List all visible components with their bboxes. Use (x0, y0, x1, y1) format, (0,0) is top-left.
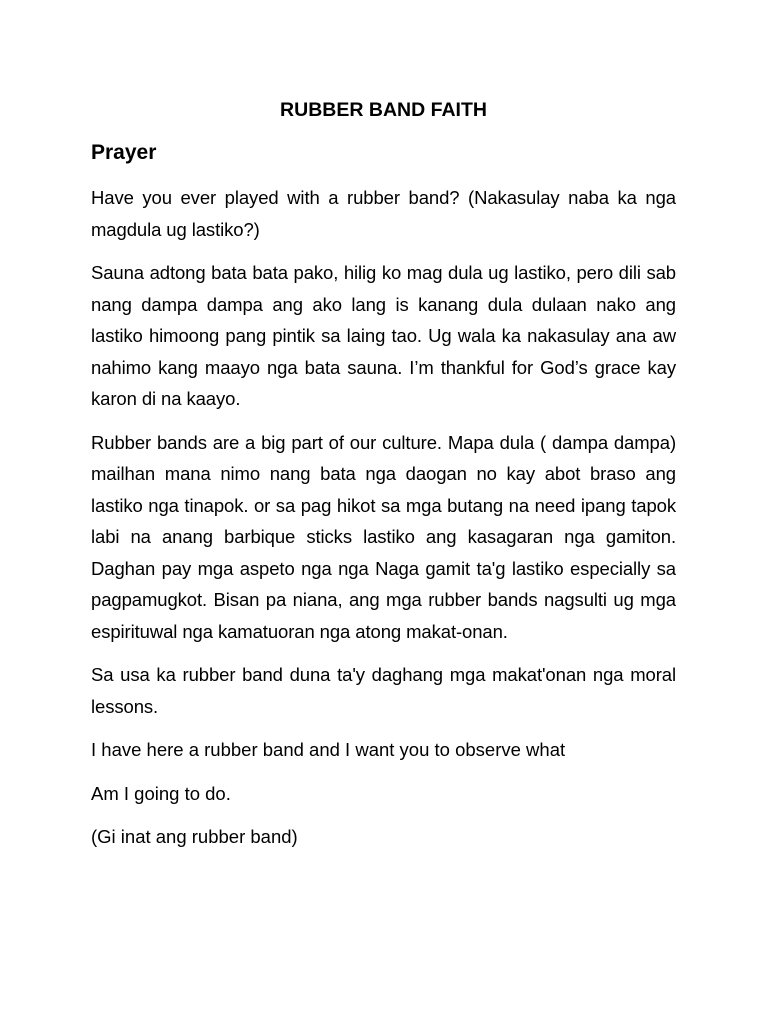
line-stage-direction: (Gi inat ang rubber band) (91, 826, 298, 847)
line-observe: I have here a rubber band and I want you to observe what (91, 739, 566, 760)
document-title: RUBBER BAND FAITH (280, 99, 487, 121)
section-heading: Prayer (91, 141, 157, 164)
paragraph-culture: Rubber bands are a big part of our culture. Mapa dula ( dampa dampa) mailhan mana nimo nang bata nga daogan no kay abot braso ang lastiko nga tinapok. or sa pag hikot sa mga butang na need ipang tapok labi na anang barbique sticks lastiko ang kasagaran nga gamiton. Daghan pay mga aspeto nga nga Naga gamit ta'g lastiko especially sa pagpamugkot. Bisan pa niana, ang mga rubber bands nagsulti ug mga espirituwal nga kamatuoran nga atong makat-onan. (91, 431, 676, 642)
line-going-to-do: Am I going to do. (91, 782, 231, 804)
paragraph-moral-lessons: Sa usa ka rubber band duna ta'y daghang mga makat'onan nga moral lessons. (91, 664, 676, 717)
document-page (91, 95, 676, 865)
paragraph-childhood: Sauna adtong bata bata pako, hilig ko mag dula ug lastiko, pero dili sab nang dampa dampa ang ako lang is kanang dula dulaan nako ang lastiko himoong pang pintik sa laing tao. Ug wala ka nakasulay ana aw nahimo kang maayo nga bata sauna. I’m thankful for God’s grace kay karon di na kaayo. (91, 262, 676, 409)
paragraph-intro-question: Have you ever played with a rubber band? (Nakasulay naba ka nga magdula ug lastiko?) (91, 187, 676, 240)
